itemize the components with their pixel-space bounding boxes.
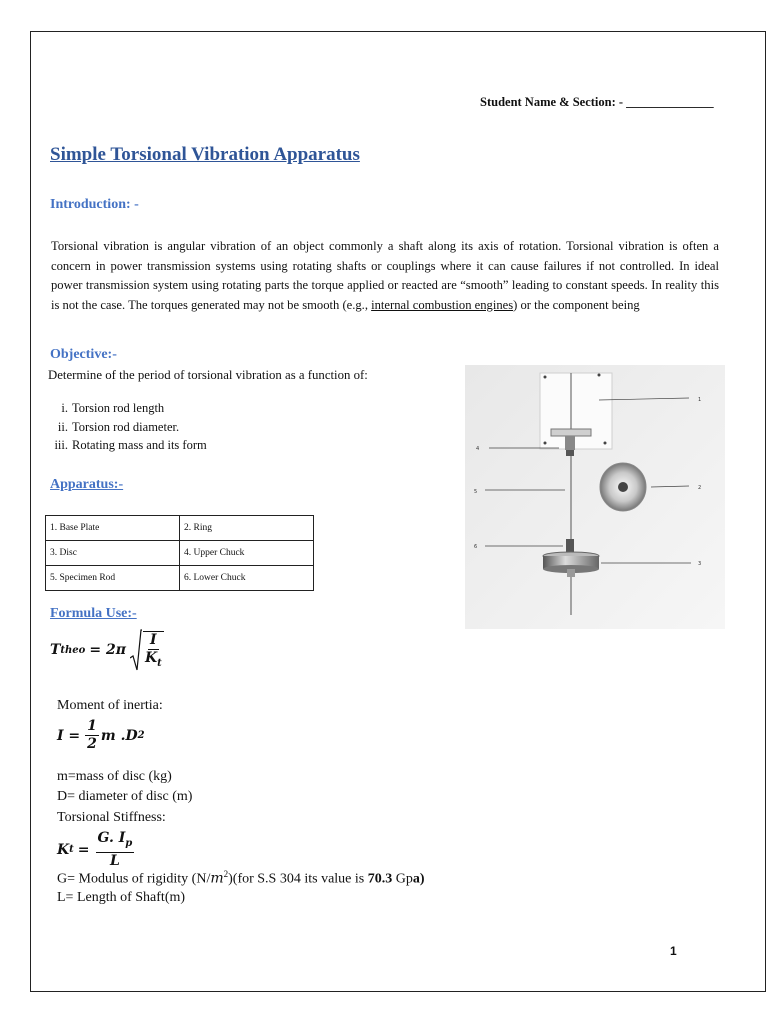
moi-lhs: I = [57,727,81,744]
length-definition: L= Length of Shaft(m) [57,890,186,905]
kt-fraction [96,830,135,870]
table-row [46,516,314,541]
table-cell: 6. Lower Chuck [180,566,314,591]
objective-heading: Objective:- [50,347,117,362]
moi-formula [57,718,145,753]
upper-chuck [551,429,591,436]
stiffness-formula [57,830,136,870]
formula-heading: Formula Use:- [50,606,137,621]
figure-label-4: 4 [476,446,480,452]
figure-label-1: 1 [698,397,702,403]
period-num: I [150,631,157,648]
figure-label-2: 2 [698,485,702,491]
page-title: Simple Torsional Vibration Apparatus [50,144,360,165]
list-item [40,399,207,418]
objective-list [40,399,207,455]
period-sub: theo [60,644,86,656]
moi-exp: 2 [137,730,145,741]
list-item [40,436,207,455]
kt-num-sub: p [125,837,133,849]
period-eq: = 2π [89,642,126,658]
moi-label: Moment of inertia: [57,698,163,713]
kt-den: L [109,852,120,869]
internal-combustion-link[interactable]: internal combustion engines [371,297,514,312]
moi-rhs: m .D [100,727,138,744]
period-fraction [143,631,164,672]
g-def-exp: 2 [223,869,229,879]
moi-fraction [85,718,99,753]
figure-label-3: 3 [698,561,702,567]
apparatus-table [45,515,314,591]
g-def-unit-b: a) [412,871,425,887]
table-cell: 3. Disc [46,541,180,566]
table-cell: 1. Base Plate [46,516,180,541]
list-item [40,418,207,437]
figure-label-6: 6 [474,544,478,550]
page-number: 1 [670,944,677,958]
g-definition [57,869,425,888]
period-den-wrap [143,650,164,672]
kt-num-wrap [96,830,135,853]
table-row [46,566,314,591]
period-formula [50,628,166,672]
period-den-sub: t [157,657,162,669]
list-item-number: iii. [54,438,68,452]
student-name-field: Student Name & Section: - ______________ [480,95,714,109]
list-item-text: Torsion rod length [72,401,165,415]
table-row [46,541,314,566]
table-cell: 4. Upper Chuck [180,541,314,566]
apparatus-photo [465,365,725,629]
table-cell: 5. Specimen Rod [46,566,180,591]
objective-line: Determine of the period of torsional vibration as a function of: [48,368,368,382]
lower-chuck [566,539,574,553]
g-def-m: m [210,870,224,887]
introduction-heading: Introduction: - [50,197,139,212]
g-def-a: G= Modulus of rigidity (N/ [57,871,211,887]
figure-label-5: 5 [474,489,478,495]
stiffness-label: Torsional Stiffness: [57,810,166,825]
g-def-unit-a: Gp [392,871,413,887]
kt-num: G. I [97,830,126,846]
list-item-text: Torsion rod diameter. [72,419,180,434]
moi-den: 2 [87,736,97,752]
sqrt-symbol [130,628,142,672]
mass-definition: m=mass of disc (kg) [57,769,172,784]
diameter-definition: D= diameter of disc (m) [57,789,193,804]
base-plate [540,373,612,449]
kt-sub: t [69,844,74,856]
table-cell: 2. Ring [180,516,314,541]
intro-text-a: Torsional vibration is angular vibration of an object commonly a shaft along its axis of rotation. Torsional vibration is often a concern in power transmission systems using rotating shafts or couplings where it can cause failures if not controlled. In ideal power transmission system using rotating parts the torque applied or reacted are “smooth” leading to constant speeds. In reality this is not the case. The torques generated may not be smooth (e.g., [51,239,719,312]
period-den: K [144,649,158,666]
intro-text-b: ) or the component being [513,297,640,312]
g-def-val: 70.3 [367,871,393,887]
list-item-text: Rotating mass and its form [72,438,207,452]
apparatus-heading: Apparatus:- [50,477,124,492]
kt-eq: = [77,841,90,858]
period-lhs: T [50,642,61,658]
g-def-b: )(for S.S 304 its value is [228,871,368,887]
apparatus-illustration [465,365,725,629]
moi-num: 1 [87,718,97,734]
kt-lhs: K [57,841,70,858]
introduction-paragraph [51,237,719,315]
list-item-number: ii. [57,419,68,434]
list-item-number: i. [61,401,68,415]
